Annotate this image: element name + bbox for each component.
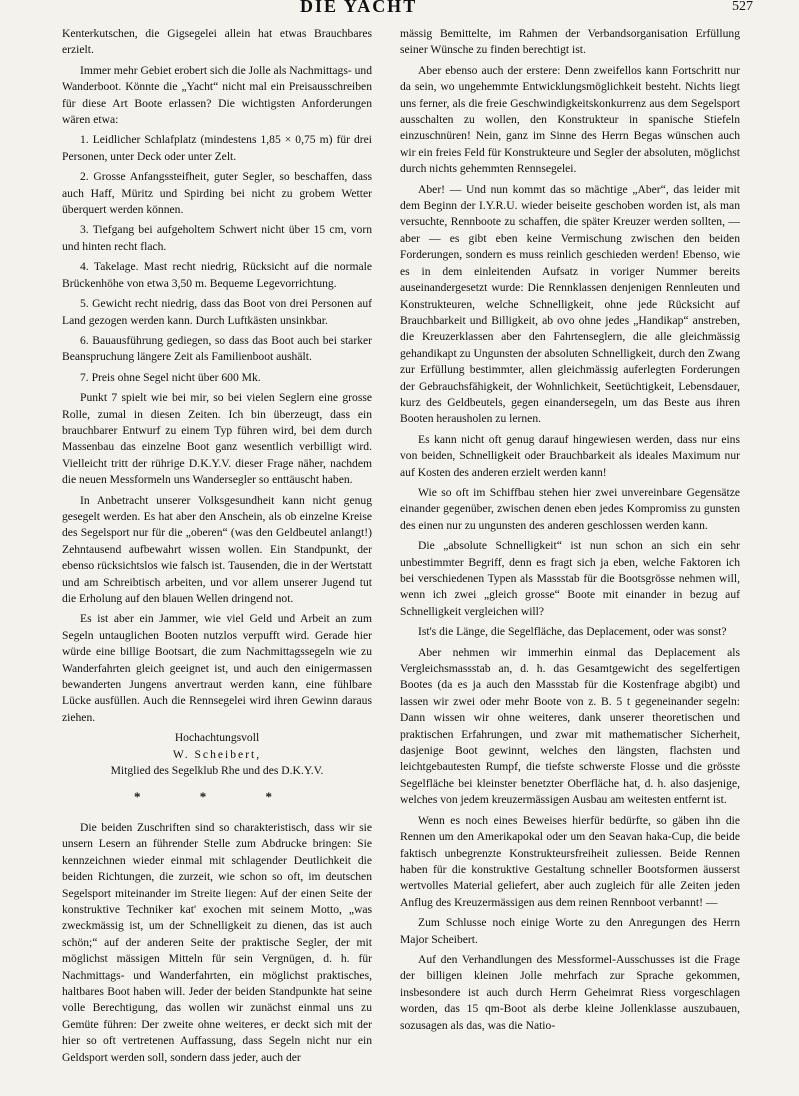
paragraph: Die beiden Zuschriften sind so charakteristisch, dass wir sie unsern Lesern an führender Stelle zum Abdrucke bringen: Sie kennzeichnen wieder einmal mit schlagender Deutlichkeit die beiden Richtungen, die zurzeit, wie schon so oft, im deutschen Segelsport miteinander im Streite liegen: Auf der einen Seite der konstruktive Techniker kat' exochen mit seinem Motto, „was zweckmässig ist, um der Schnelligkeit zu dienen, das ist auch schön;“ auf der anderen Seite der praktische Segler, der mit möglichst mässigen Mitteln für sein Vergnügen, d. h. für Nachmittags- und Wanderfahrten, ein möglichst praktisches, haltbares Boot haben will. Jeder der beiden Standpunkte hat seine volle Berechtigung, das wollen wir zunächst einmal uns zu Gemüte führen: Der zweite ohne weiteres, er deckt sich mit der hier so oft vertretenen Auffassung, dass Segeln nicht nur ein Geldsport werden soll, sondern dass jeder, auch der	[62, 820, 372, 1064]
signature-closing: Hochachtungsvoll	[174, 731, 260, 745]
section-separator: * * *	[134, 789, 300, 805]
paragraph: Wenn es noch eines Beweises hierfür bedürfte, so gäben ihn die Rennen um den Amerikapokal oder um den Seavan haka-Cup, die beide faktisch unbegrenzte Konstrukteursfreiheit zuliessen. Beide Rennen haben für die konstruktive Gestaltung schneller Bootsformen äusserst wertvolles Material geliefert, aber auch zugleich für alle Zeiten jeden Anflug des Kreuzermässigen aus dem reinen Rennboot verbannt! —	[400, 813, 740, 909]
signature-name: W. Scheibert,	[172, 747, 262, 761]
masthead	[0, 0, 799, 20]
paragraph: Die „absolute Schnelligkeit“ ist nun schon an sich ein sehr unbestimmter Begriff, denn es fragt sich ja eben, welche Faktoren ich bei verschiedenen Typen als Massstab für die Bootsgrösse nehmen will, wenn ich zwei „gleich grosse“ Boote mit einander in bezug auf Schnelligkeit vergleichen will?	[400, 539, 740, 618]
signature-affiliation: Mitglied des Segelklub Rhe und des D.K.Y.V.	[110, 764, 324, 778]
paragraph: Es kann nicht oft genug darauf hingewiesen werden, dass nur eins von beiden, Schnelligkeit oder Brauchbarkeit als ideales Maximum nur auf Kosten des anderen erzielt werden kann!	[400, 432, 740, 479]
paragraph: Aber! — Und nun kommt das so mächtige „Aber“, das leider mit dem Beginn der I.Y.R.U. wieder beiseite geschoben worden ist, als man versuchte, Rennboote zu schaffen, die später Kreuzer werden sollten, — aber — es gibt eben keine Vermischung zwischen den beiden Forderungen, sondern es muss reinlich geschieden werden! Ebenso, wie es in dem einleitenden Aufsatz in voriger Nummer bereits auseinandergesetzt wurde: Die Rennklassen denjenigen Rennleuten und Konstrukteuren, welche Schnelligkeit, ohne jede Rücksicht auf Brauchbarkeit und Billigkeit, ab ovo ohne jedes „Handikap“ anstreben, die Kreuzerklassen aber den Fahrtenseglern, die alle gleichmässig gehandikapt zu Ungunsten der absoluten Schnelligkeit, durch den Zwang zur Erfüllung bestimmter, allen gleichmässig auferlegten Forderungen der Gebrauchsfähigkeit, der Wohnlichkeit, Seetüchtigkeit, Lebensdauer, kurz des Geldbeutels, gegen einandersegeln, um das Beste aus ihren Booten herausholen zu lernen.	[400, 182, 740, 426]
running-title: DIE YACHT	[300, 0, 418, 16]
requirement-item: 3. Tiefgang bei aufgeholtem Schwert nicht über 15 cm, vorn und hinten recht flach.	[62, 223, 372, 253]
requirement-item: 7. Preis ohne Segel nicht über 600 Mk.	[80, 370, 261, 384]
paragraph: Immer mehr Gebiet erobert sich die Jolle als Nachmittags- und Wanderboot. Könnte die „Yacht“ nicht mal ein Preisausschreiben für diese Art Boote erlassen? Die wichtigsten Anforderungen wären etwa:	[62, 63, 373, 127]
paragraph: Aber ebenso auch der erstere: Denn zweifellos kann Fortschritt nur da sein, wo ungehemmte Entwicklungsmöglichkeit besteht. Nichts liegt uns ferner, als die freie Geschwindigkeitskonkurrenz aus dem Segelsport ausschalten zu wollen, den Konstrukteur in spanische Stiefeln einzuschnüren! Nein, ganz im Sinne des Herrn Begas wünschen auch wir ein freies Feld für Konstrukteure und Segler der absoluten, möglichst durch nichts gehemmten Rennsegelei.	[400, 63, 740, 176]
paragraph: Auf den Verhandlungen des Messformel-Ausschusses ist die Frage der billigen kleinen Jolle mehrfach zur Sprache gekommen, insbesondere ist auch durch Herrn Geheimrat Riess vorgeschlagen worden, das 15 qm-Boot als derbe kleine Jollenklasse auszubauen, sozusagen als das, was die Natio-	[400, 952, 740, 1032]
paragraph: Ist's die Länge, die Segelfläche, das Deplacement, oder was sonst?	[418, 625, 727, 639]
requirement-item: 5. Gewicht recht niedrig, dass das Boot von drei Personen auf Land gezogen werden kann. Durch Luftkästen unsinkbar.	[62, 297, 372, 327]
requirement-item: 1. Leidlicher Schlafplatz (mindestens 1,85 × 0,75 m) für drei Personen, unter Deck oder unter Zelt.	[62, 133, 372, 163]
paragraph: Punkt 7 spielt wie bei mir, so bei vielen Seglern eine grosse Rolle, zumal in diesen Zeiten. Ich bin überzeugt, dass ein brauchbarer Entwurf zu einem Typ führen wird, bei dem durch Massenbau das einzelne Boot ganz wesentlich verbilligt wird. Vielleicht tritt der rührige D.K.Y.V. dieser Frage näher, nachdem die neuen Messformeln uns Wandersegler so enttäuscht haben.	[62, 391, 372, 487]
paragraph: Zum Schlusse noch einige Worte zu den Anregungen des Herrn Major Scheibert.	[400, 916, 740, 946]
requirement-item: 6. Bauausführung gediegen, so dass das Boot auch bei starker Beanspruchung längere Zeit als Familienboot aushält.	[62, 333, 372, 364]
paragraph: Aber nehmen wir immerhin einmal das Deplacement als Vergleichsmassstab an, d. h. das Gesamtgewicht des segelfertigen Bootes (da es ja auch den Massstab für die Kostenfrage abgibt) und lassen wir zwei oder mehr Boote von z. B. 5 t gegeneinander segeln: Dann wissen wir ohne weiteres, dank unserer theoretischen und praktischen Erfahrungen, und zwar mit mathematischer Sicherheit, dasjenige Boot gewinnt, welches den längsten, flachsten und leichtgebautesten Rumpf, die tiefste schwerste Flosse und die grösste Segelfläche bei kleinster benetzter Oberfläche hat, d. h. also dasjenige, welches von jedem kreuzermässigen Ausbau am weitesten entfernt ist.	[400, 645, 740, 807]
paragraph: Kenterkutschen, die Gigsegelei allein hat etwas Brauchbares erzielt.	[62, 27, 372, 57]
requirement-item: 2. Grosse Anfangssteifheit, guter Segler, so beschaffen, dass auch Haff, Müritz und Spirding bei nicht zu grobem Wetter überquert werden können.	[62, 170, 372, 217]
right-column	[400, 26, 740, 1038]
signature-block	[62, 730, 372, 779]
paragraph: Es ist aber ein Jammer, wie viel Geld und Arbeit an zum Segeln untauglichen Booten nutzlos verpufft wird. Gerade hier würde eine billige Bootsart, die zum Nachmittagssegeln wie zu Wanderfahrten gleich geeignet ist, und auch den einigermassen bewanderten Jungens anvertraut werden kann, eine fühlbare Lücke ausfüllen. Auch die Rennsegelei wird ihren Gewinn daraus ziehen.	[62, 612, 372, 724]
page-number: 527	[732, 0, 753, 14]
paragraph: Wie so oft im Schiffbau stehen hier zwei unvereinbare Gegensätze einander gegenüber, zwischen denen eben jedes Kompromiss zu gunsten des einen nur zu ungunsten des anderen geschlossen werden kann.	[400, 485, 740, 532]
requirement-item: 4. Takelage. Mast recht niedrig, Rücksicht auf die normale Brückenhöhe von etwa 3,50 m. Bequeme Legevorrichtung.	[62, 260, 372, 290]
left-column	[62, 26, 372, 1070]
paragraph: In Anbetracht unserer Volksgesundheit kann nicht genug gesegelt werden. Es hat aber den Anschein, als ob einzelne Kreise des Segelsport nur für die „oberen“ (was den Geldbeutel anlangt!) Zehntausend aufbewahrt wissen wollen. Ein Standpunkt, der ebenso rücksichtslos wie falsch ist. Tausenden, die in der Wertstatt und am Schreibtisch arbeiten, und vor allem unserer Jugend tut die Erholung auf den blauen Wellen dringend not.	[62, 493, 372, 605]
paragraph: mässig Bemittelte, im Rahmen der Verbandsorganisation Erfüllung seiner Wünsche zu finden berechtigt ist.	[400, 27, 740, 57]
